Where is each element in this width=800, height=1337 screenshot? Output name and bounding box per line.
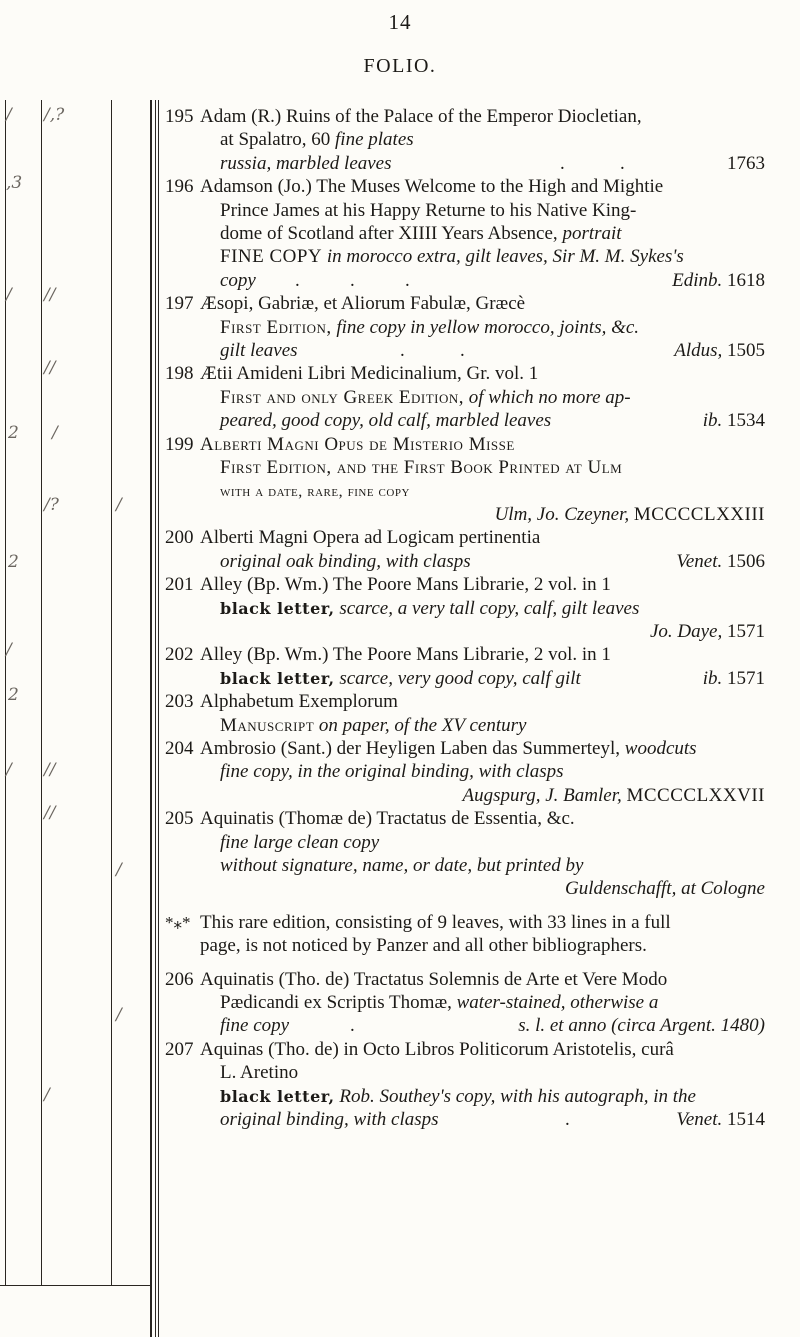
entry-line: L. Aretino — [220, 1062, 299, 1084]
entry-title: Æsopi, Gabriæ, et Aliorum Fabulæ, Græcè — [200, 293, 526, 315]
entry-title: Alberti Magni Opus de Misterio Misse — [200, 433, 515, 455]
margin-mark: / — [44, 1085, 50, 1105]
catalogue-entry — [165, 968, 765, 1038]
margin-mark: // — [44, 285, 56, 305]
catalogue-entry — [165, 175, 765, 292]
entry-place: Venet. — [676, 1109, 723, 1131]
lot-number: 197 — [165, 293, 194, 315]
margin-mark: // — [44, 358, 56, 378]
catalogue-entry — [165, 573, 765, 643]
lot-number: 198 — [165, 363, 194, 385]
margin-mark: 2 — [8, 552, 19, 572]
margin-mark: / — [52, 423, 58, 443]
margin-mark: / — [116, 1005, 122, 1025]
entry-title: Alley (Bp. Wm.) The Poore Mans Librarie, 2 vol. in 1 — [200, 644, 611, 666]
entry-line: without signature, name, or date, but printed by — [220, 855, 584, 876]
note-line: This rare edition, consisting of 9 leaves, with 33 lines in a full — [200, 911, 671, 933]
entry-line: Prince James at his Happy Returne to his Native King- — [220, 199, 637, 221]
lot-number: 199 — [165, 433, 194, 455]
margin-rule-left-2 — [41, 100, 42, 1285]
price-margin — [0, 100, 160, 1337]
entry-date: 1571 — [727, 620, 765, 642]
entry-date: 1505 — [727, 340, 765, 362]
entry-line: original binding, with clasps . Venet. 1514 — [220, 1109, 765, 1131]
bibliographic-note — [165, 911, 765, 958]
catalogue-entry — [165, 690, 765, 737]
entry-date: 1571 — [727, 667, 765, 689]
margin-mark: / — [6, 285, 12, 305]
margin-mark: // — [44, 803, 56, 823]
catalogue-entry — [165, 737, 765, 807]
margin-rule-right — [150, 100, 152, 1337]
entry-line: fine copy, in the original binding, with clasps — [220, 761, 564, 783]
entry-line: First Edition, fine copy in yellow morocco, joints, &c. — [220, 316, 640, 338]
lot-number: 195 — [165, 106, 194, 127]
margin-rule-mid — [111, 100, 112, 1285]
entry-line — [200, 784, 765, 807]
entry-title: Aquinatis (Tho. de) Tractatus Solemnis de Arte et Vere Modo — [200, 968, 668, 990]
entry-place: Venet. — [676, 550, 723, 572]
entry-line: original oak binding, with clasps Venet. 1506 — [220, 550, 765, 572]
catalogue-entries — [165, 105, 765, 1131]
entry-line — [200, 620, 765, 643]
entry-place: Augspurg, J. Bamler, — [462, 784, 622, 806]
entry-line: with a date, rare, fine copy — [220, 482, 410, 500]
lot-number: 196 — [165, 176, 194, 198]
margin-mark: /? — [44, 495, 59, 515]
entry-title: Aquinatis (Thomæ de) Tractatus de Essentia, &c. — [200, 808, 575, 830]
entry-line: dome of Scotland after XIIII Years Absence, portrait — [220, 223, 622, 245]
entry-line: FINE COPY in morocco extra, gilt leaves, Sir M. M. Sykes's — [220, 246, 684, 268]
entry-title: Alphabetum Exemplorum — [200, 691, 398, 713]
margin-mark: / — [116, 860, 122, 880]
entry-title: Alberti Magni Opera ad Logicam pertinentia — [200, 527, 541, 549]
margin-mark: 2 — [8, 423, 19, 443]
entry-title: Alley (Bp. Wm.) The Poore Mans Librarie, 2 vol. in 1 — [200, 574, 611, 596]
note-marker: *⁎* — [165, 912, 191, 932]
page-number: 14 — [388, 10, 412, 34]
catalogue-entry — [165, 807, 765, 901]
entry-date: 1506 — [727, 550, 765, 572]
catalogue-entry — [165, 105, 765, 175]
margin-rule-bottom — [0, 1285, 152, 1286]
margin-rule-right-3 — [158, 100, 159, 1337]
entry-line: Guldenschafft, at Cologne — [564, 878, 765, 900]
catalogue-entry — [165, 643, 765, 690]
entry-place: Ulm, Jo. Czeyner, — [494, 503, 630, 525]
note-line: page, is not noticed by Panzer and all other bibliographers. — [200, 935, 647, 957]
lot-number: 200 — [165, 527, 194, 549]
lot-number: 204 — [165, 737, 194, 759]
entry-date: MCCCCLXXVII — [626, 784, 765, 806]
margin-mark: /,? — [44, 105, 65, 125]
catalogue-entry — [165, 526, 765, 573]
entry-line: First and only Greek Edition, of which no more ap- — [220, 386, 631, 408]
page-heading: FOLIO. — [363, 55, 437, 77]
lot-number: 201 — [165, 574, 194, 596]
entry-line: copy . . . Edinb. 1618 — [220, 269, 765, 291]
catalogue-entry — [165, 292, 765, 362]
entry-line: black letter, scarce, very good copy, calf gilt ib. 1571 — [220, 667, 765, 689]
entry-line: black letter, Rob. Southey's copy, with his autograph, in the — [220, 1085, 696, 1107]
margin-mark: 2 — [8, 685, 19, 705]
margin-rule-right-2 — [155, 100, 156, 1337]
lot-number: 207 — [165, 1038, 194, 1060]
entry-title: Adamson (Jo.) The Muses Welcome to the High and Mightie — [200, 176, 664, 198]
entry-title: Ambrosio (Sant.) der Heyligen Laben das Summerteyl, woodcuts — [200, 737, 697, 759]
entry-line: russia, marbled leaves . . 1763 — [220, 152, 765, 174]
entry-date: 1763 — [727, 152, 765, 174]
entry-title: Ætii Amideni Libri Medicinalium, Gr. vol. 1 — [200, 363, 539, 385]
entry-line: Pædicandi ex Scriptis Thomæ, water-stained, otherwise a — [220, 992, 659, 1014]
entry-line: gilt leaves . . Aldus, 1505 — [220, 340, 765, 362]
entry-place: Jo. Daye, — [649, 620, 723, 642]
margin-mark: / — [6, 760, 12, 780]
catalogue-entry — [165, 362, 765, 432]
margin-rule-left — [5, 100, 6, 1285]
entry-date: 1514 — [727, 1109, 765, 1131]
entry-title: Adam (R.) Ruins of the Palace of the Emperor Diocletian, — [200, 106, 642, 127]
margin-mark: / — [6, 105, 12, 125]
entry-place: ib. — [702, 667, 723, 689]
catalogue-entry — [165, 433, 765, 527]
catalogue-entry — [165, 1038, 765, 1132]
entry-title: Aquinas (Tho. de) in Octo Libros Politicorum Aristotelis, curâ — [200, 1038, 674, 1060]
entry-line: fine large clean copy — [220, 831, 380, 853]
entry-place: Edinb. — [672, 269, 723, 291]
entry-line — [200, 503, 765, 526]
margin-mark: / — [116, 495, 122, 515]
entry-line: First Edition, and the First Book Printed at Ulm — [220, 457, 623, 479]
lot-number: 206 — [165, 968, 194, 990]
entry-date: 1534 — [727, 410, 765, 432]
lot-number: 202 — [165, 644, 194, 666]
margin-mark: / — [6, 640, 12, 660]
margin-mark: ,3 — [6, 173, 23, 193]
margin-mark: // — [44, 760, 56, 780]
entry-date: MCCCCLXXIII — [633, 503, 765, 525]
entry-line: black letter, scarce, a very tall copy, calf, gilt leaves — [220, 597, 640, 619]
entry-place: ib. — [702, 410, 723, 432]
entry-line: fine copy . s. l. et anno (circa Argent. 1480) — [220, 1015, 765, 1037]
lot-number: 205 — [165, 808, 194, 830]
entry-line: Manuscript on paper, of the XV century — [220, 714, 527, 736]
lot-number: 203 — [165, 691, 194, 713]
entry-date: 1618 — [727, 269, 765, 291]
entry-line: peared, good copy, old calf, marbled leaves ib. 1534 — [220, 410, 765, 432]
entry-line: at Spalatro, 60 fine plates — [220, 129, 414, 151]
entry-place: Aldus, — [674, 340, 723, 362]
